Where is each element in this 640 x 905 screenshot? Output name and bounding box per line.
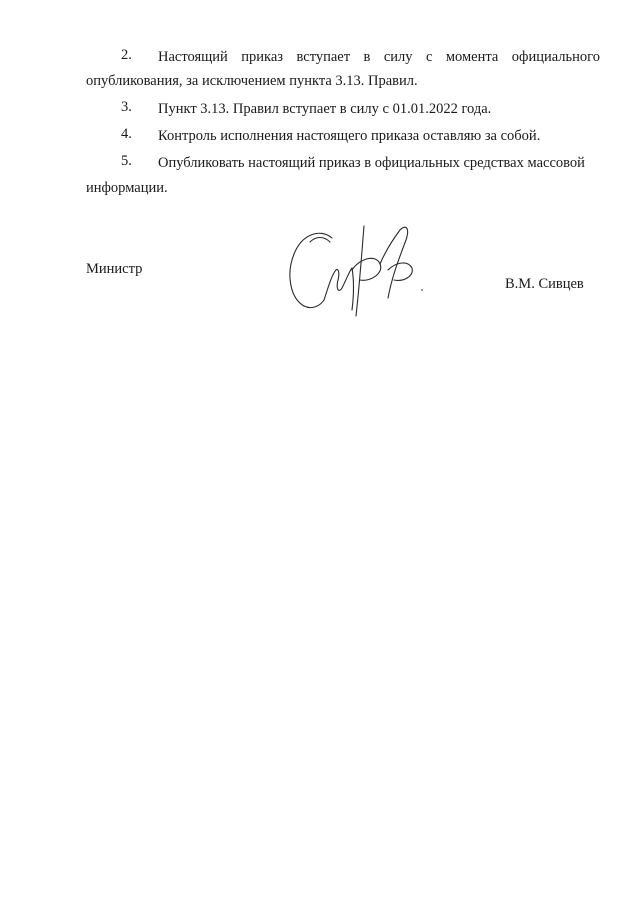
word: силу [383,49,413,65]
item-number: 3. [121,99,132,115]
signatory-name: В.М. Сивцев [505,276,584,292]
item-number: 4. [121,126,132,142]
word: момента [445,49,499,65]
word: с [425,49,433,65]
item-line-1: Контроль исполнения настоящего приказа оставляю за собой. [158,128,541,144]
word: вступает [296,49,351,65]
item-line-1: Пункт 3.13. Правил вступает в силу с 01.01.2022 года. [158,101,492,117]
item-line-2: опубликования, за исключением пункта 3.13. Правил. [86,73,418,89]
signatory-role: Министр [86,261,143,277]
item-number: 2. [121,47,132,63]
item-line-1 [158,46,600,68]
handwritten-signature [280,210,440,330]
item-line-2: информации. [86,180,168,196]
item-line-1: Опубликовать настоящий приказ в официальных средствах массовой [158,155,585,171]
word: официального [511,49,600,65]
word: в [363,49,371,65]
word: Настоящий [158,49,228,65]
word: приказ [241,49,284,65]
item-number: 5. [121,153,132,169]
